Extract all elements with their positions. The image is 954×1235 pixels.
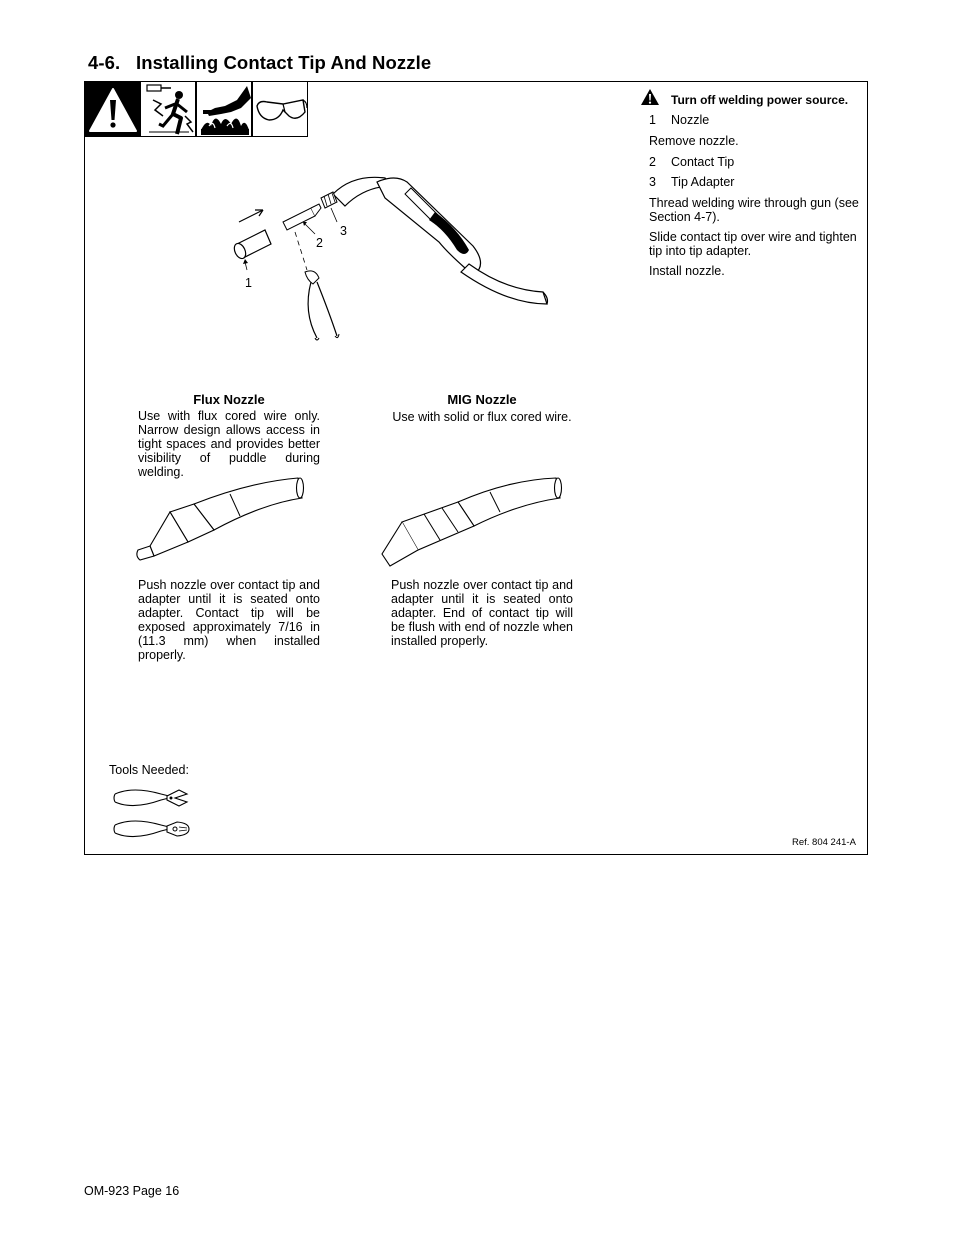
tools-needed-label: Tools Needed: xyxy=(109,763,189,777)
wire-cutter-icon xyxy=(113,786,193,810)
step-slide-tip: Slide contact tip over wire and tighten tip into tip adapter. xyxy=(649,230,857,258)
mig-nozzle-title: MIG Nozzle xyxy=(447,392,517,407)
warning-text: Turn off welding power source. xyxy=(671,93,849,107)
gun-assembly-illustration xyxy=(225,172,555,342)
flux-nozzle-title: Flux Nozzle xyxy=(193,392,265,407)
hot-parts-icon xyxy=(196,81,252,137)
callout-3: 3 xyxy=(340,224,347,238)
warning-triangle-icon xyxy=(84,81,140,137)
section-heading xyxy=(88,52,431,74)
mig-nozzle-illustration xyxy=(378,470,568,570)
item-contact-tip: 2 Contact Tip xyxy=(649,155,735,169)
item-nozzle: 1 Nozzle xyxy=(649,113,710,127)
step-remove-nozzle: Remove nozzle. xyxy=(649,134,739,148)
section-number: 4-6. xyxy=(88,52,121,73)
step-thread-wire: Thread welding wire through gun (see Section 4-7). xyxy=(649,196,859,224)
mig-nozzle-description: Use with solid or flux cored wire. xyxy=(392,410,572,424)
pliers-icon xyxy=(113,817,193,841)
mig-nozzle-instruction: Push nozzle over contact tip and adapter until it is seated onto adapter. End of contact tip will be flush with end of nozzle when installed properly. xyxy=(391,578,573,648)
flux-nozzle-instruction: Push nozzle over contact tip and adapter until it is seated onto adapter. Contact tip will be exposed approximately 7/16 in (11.3 mm) when installed properly. xyxy=(138,578,320,662)
flux-nozzle-illustration xyxy=(130,470,320,570)
warning-icon xyxy=(640,88,660,106)
callout-2: 2 xyxy=(316,236,323,250)
item-tip-adapter: 3 Tip Adapter xyxy=(649,175,735,189)
step-install-nozzle: Install nozzle. xyxy=(649,264,725,278)
callout-1: 1 xyxy=(245,276,252,290)
reference-number: Ref. 804 241-A xyxy=(792,837,856,848)
flux-nozzle-description: Use with flux cored wire only. Narrow design allows access in tight spaces and provides better visibility of puddle during welding. xyxy=(138,409,320,479)
electric-shock-icon xyxy=(140,81,196,137)
safety-glasses-icon xyxy=(252,81,308,137)
section-title: Installing Contact Tip And Nozzle xyxy=(136,52,432,73)
page-footer: OM-923 Page 16 xyxy=(84,1184,180,1198)
